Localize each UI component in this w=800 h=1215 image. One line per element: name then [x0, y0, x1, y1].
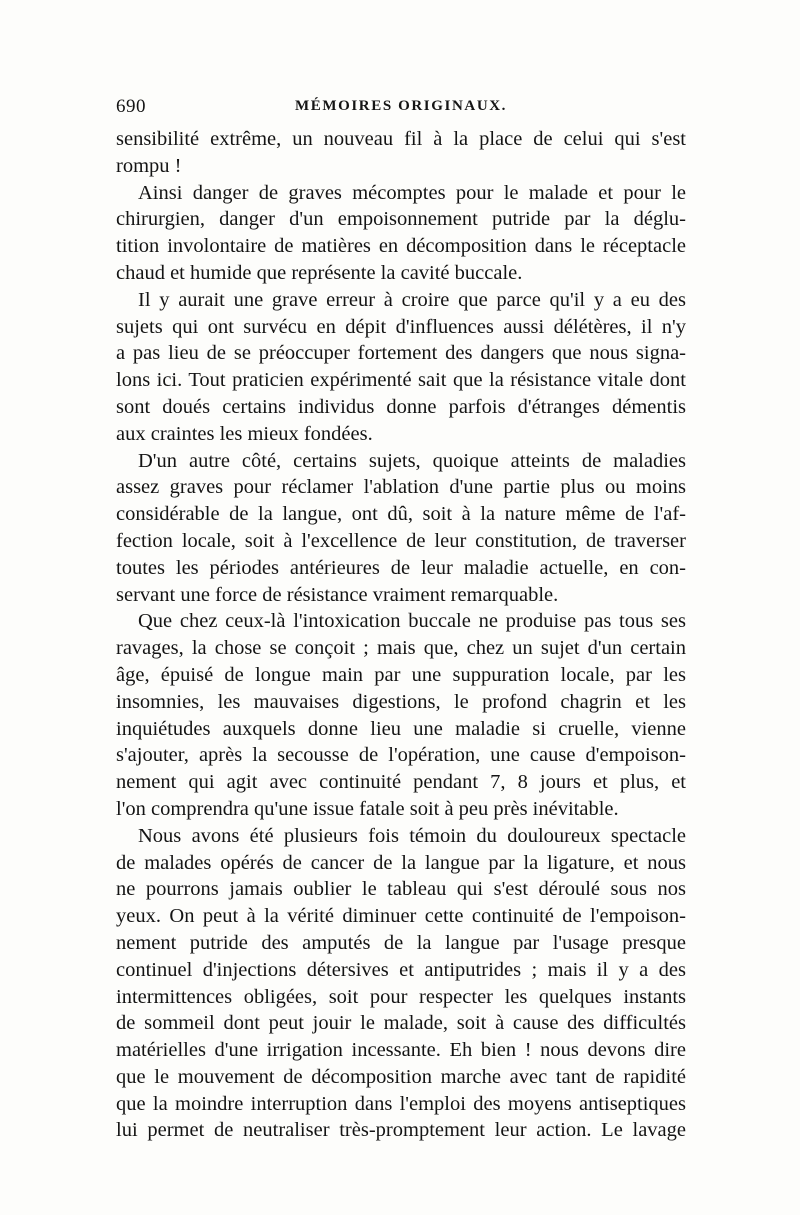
text-line: ne pourrons jamais oublier le tableau qui s'est déroulé sous nos	[116, 878, 686, 901]
body-text	[116, 126, 686, 1144]
text-line: sujets qui ont survécu en dépit d'influences aussi délétères, il n'y	[116, 315, 686, 338]
text-line: ravages, la chose se conçoit ; mais que, chez un sujet d'un certain	[116, 637, 686, 660]
text-line: nement putride des amputés de la langue par l'usage presque	[116, 931, 686, 954]
text-line: considérable de la langue, ont dû, soit à la nature même de l'af-	[116, 503, 686, 526]
text-line: âge, épuisé de longue main par une suppuration locale, par les	[116, 663, 686, 686]
text-line: nement qui agit avec continuité pendant 7, 8 jours et plus, et	[116, 771, 686, 794]
text-line: inquiétudes auxquels donne lieu une maladie si cruelle, vienne	[116, 717, 686, 740]
text-line: chirurgien, danger d'un empoisonnement putride par la déglu-	[116, 208, 686, 231]
text-line: de sommeil dont peut jouir le malade, soit à cause des difficultés	[116, 1012, 686, 1035]
text-line: a pas lieu de se préoccuper fortement des dangers que nous signa-	[116, 342, 686, 365]
text-line: de malades opérés de cancer de la langue par la ligature, et nous	[116, 851, 686, 874]
text-line: tition involontaire de matières en décomposition dans le réceptacle	[116, 235, 686, 258]
text-line: toutes les périodes antérieures de leur maladie actuelle, en con-	[116, 556, 686, 579]
text-line: insomnies, les mauvaises digestions, le profond chagrin et les	[116, 690, 686, 713]
running-title: MÉMOIRES ORIGINAUX.	[294, 98, 508, 114]
text-line: rompu !	[116, 154, 182, 177]
text-line: servant une force de résistance vraiment remarquable.	[116, 583, 559, 606]
text-line: matérielles d'une irrigation incessante. Eh bien ! nous devons dire	[116, 1039, 686, 1062]
text-line: fection locale, soit à l'excellence de leur constitution, de traverser	[116, 529, 686, 552]
text-line: lons ici. Tout praticien expérimenté sait que la résistance vitale dont	[116, 369, 686, 392]
text-line: chaud et humide que représente la cavité buccale.	[116, 261, 523, 284]
text-line: sensibilité extrême, un nouveau fil à la place de celui qui s'est	[116, 128, 686, 150]
text-line: que la moindre interruption dans l'emploi des moyens antiseptiques	[116, 1092, 686, 1115]
text-line: l'on comprendra qu'une issue fatale soit à peu près inévitable.	[116, 797, 619, 820]
text-line: yeux. On peut à la vérité diminuer cette continuité de l'empoison-	[116, 905, 686, 928]
text-line: D'un autre côté, certains sujets, quoique atteints de maladies	[138, 449, 686, 472]
text-line: intermittences obligées, soit pour respecter les quelques instants	[116, 985, 686, 1008]
text-line: assez graves pour réclamer l'ablation d'une partie plus ou moins	[116, 476, 686, 499]
text-line: Il y aurait une grave erreur à croire que parce qu'il y a eu des	[138, 288, 686, 311]
text-line: Ainsi danger de graves mécomptes pour le malade et pour le	[138, 181, 686, 204]
text-line: Nous avons été plusieurs fois témoin du douloureux spectacle	[138, 824, 686, 847]
page-header	[116, 96, 686, 122]
text-line: continuel d'injections détersives et antiputrides ; mais il y a des	[116, 958, 686, 981]
text-line: sont doués certains individus donne parfois d'étranges démentis	[116, 395, 686, 418]
page-number: 690	[116, 96, 146, 117]
text-line: s'ajouter, après la secousse de l'opération, une cause d'empoison-	[116, 744, 686, 767]
text-line: lui permet de neutraliser très-promptement leur action. Le lavage	[116, 1119, 686, 1142]
text-line: que le mouvement de décomposition marche avec tant de rapidité	[116, 1065, 686, 1088]
text-line: aux craintes les mieux fondées.	[116, 422, 373, 445]
text-line: Que chez ceux-là l'intoxication buccale ne produise pas tous ses	[138, 610, 686, 633]
